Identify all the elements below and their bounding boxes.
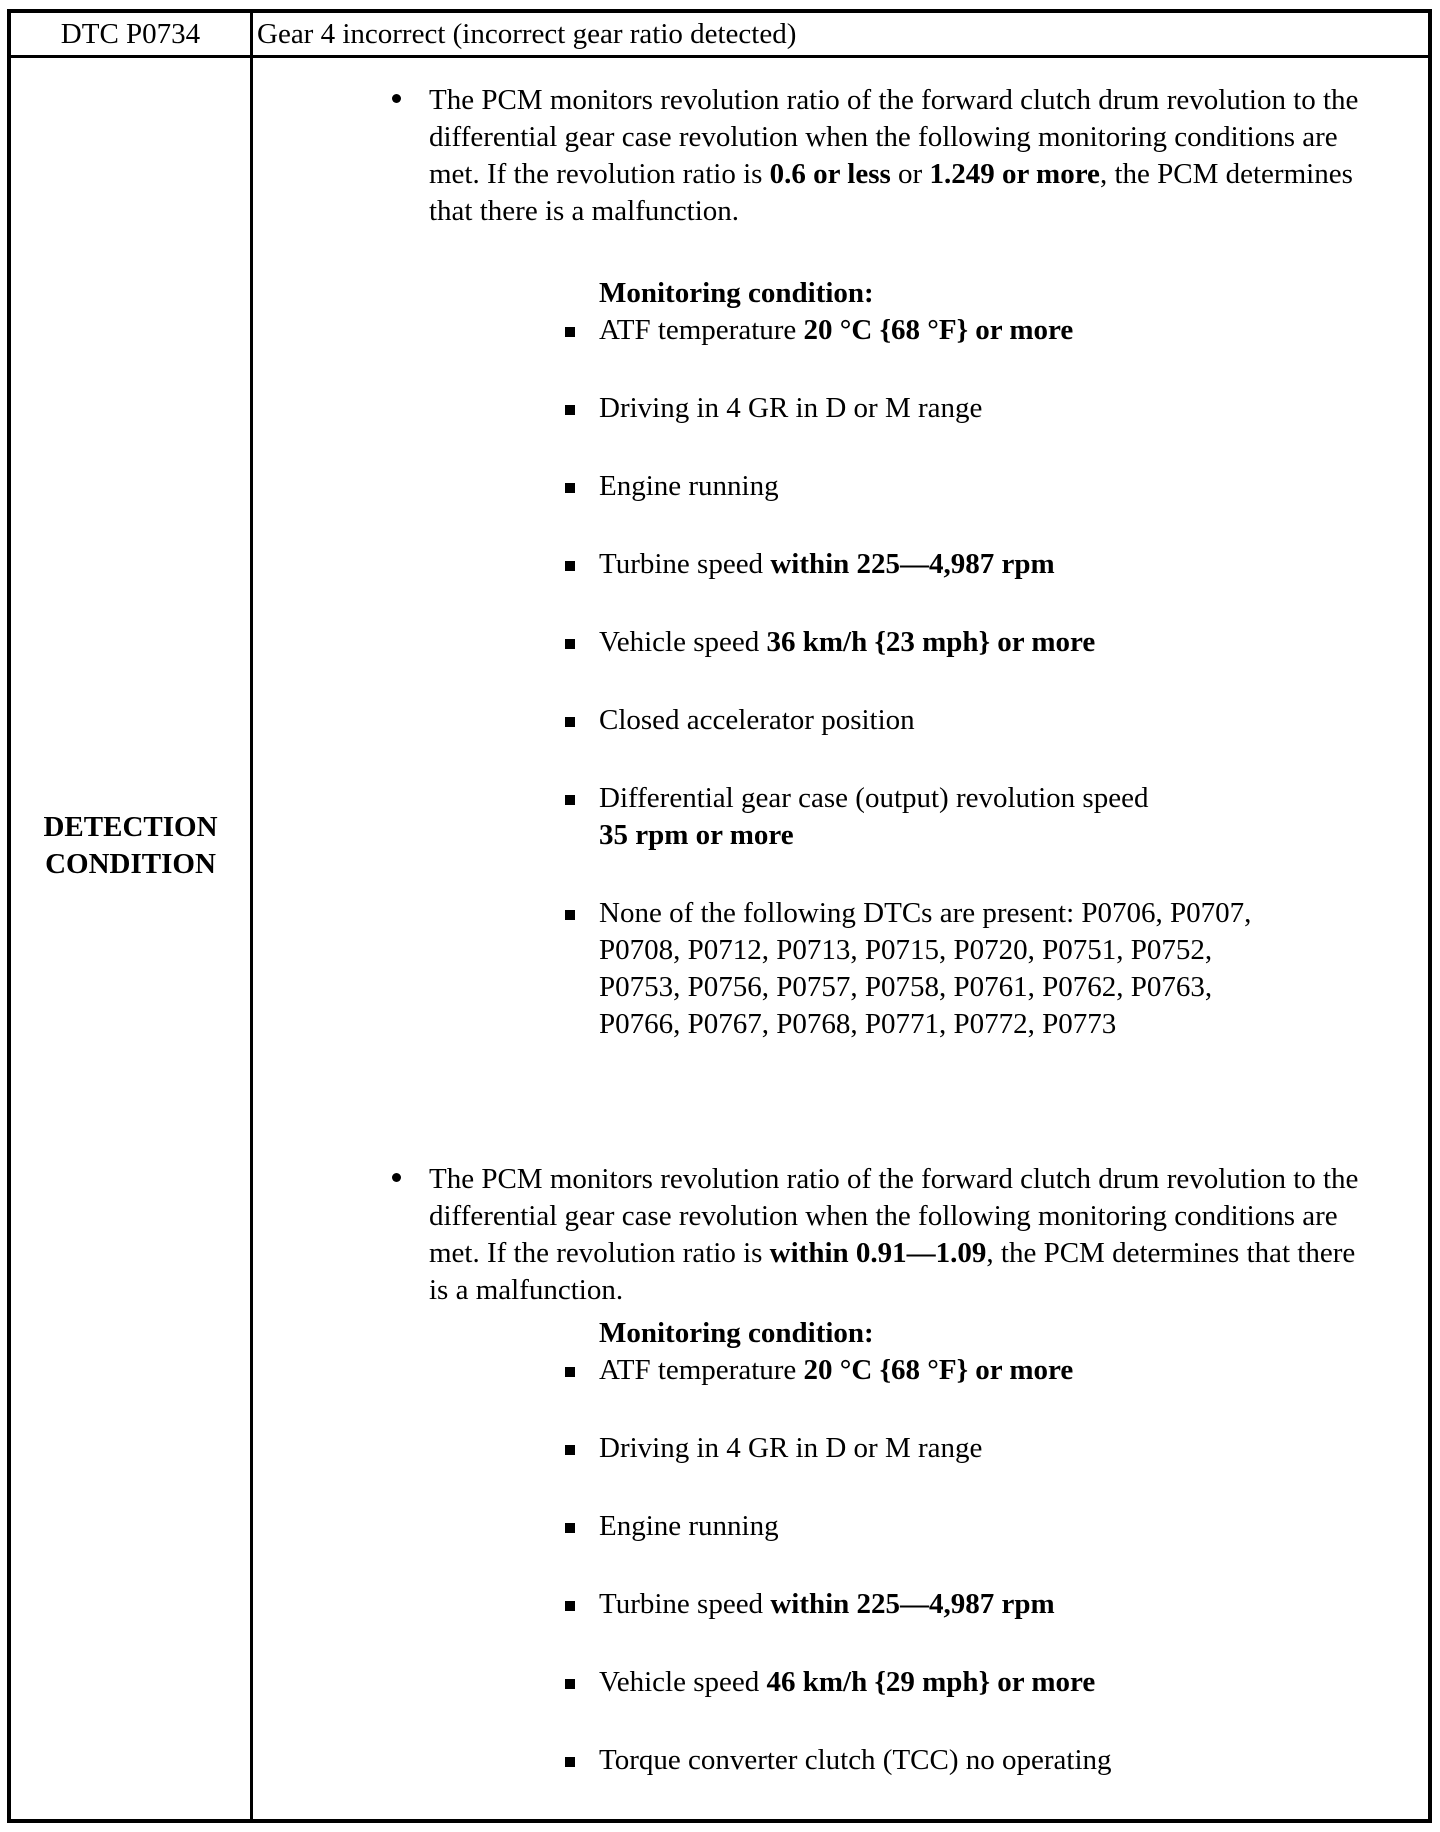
bullet-square-icon: [565, 639, 575, 649]
bullet-square-icon: [565, 483, 575, 493]
row-label-line1: DETECTION: [43, 811, 218, 843]
row-label-line2: CONDITION: [45, 848, 216, 880]
bullet-square-icon: [565, 1679, 575, 1689]
block1-condition: Turbine speed within 225—4,987 rpm: [599, 546, 1319, 583]
bullet-square-icon: [565, 717, 575, 727]
bullet-square-icon: [565, 795, 575, 805]
block2-condition: ATF temperature 20 °C {68 °F} or more: [599, 1352, 1319, 1389]
bullet-square-icon: [565, 910, 575, 920]
detection-content: [253, 58, 1428, 1819]
bullet-square-icon: [565, 1367, 575, 1377]
bullet-dot-icon: [392, 94, 401, 103]
block2-condition: Torque converter clutch (TCC) no operating: [599, 1742, 1319, 1779]
block2-condition: Engine running: [599, 1508, 1319, 1545]
block1-intro: The PCM monitors revolution ratio of the forward clutch drum revolution to the differential gear case revolution when the following monitoring conditions are met. If the revolution ratio is 0.6 or less or 1.249 or more, the PCM determines that there is a malfunction.: [429, 82, 1369, 230]
block2-intro: The PCM monitors revolution ratio of the forward clutch drum revolution to the differential gear case revolution when the following monitoring conditions are met. If the revolution ratio is within 0.91—1.09, the PCM determines that there is a malfunction.: [429, 1161, 1369, 1309]
bullet-square-icon: [565, 1445, 575, 1455]
ratio-high: 1.249 or more: [929, 158, 1100, 190]
block1-condition: Vehicle speed 36 km/h {23 mph} or more: [599, 624, 1319, 661]
bullet-square-icon: [565, 1601, 575, 1611]
block2-condition: Turbine speed within 225—4,987 rpm: [599, 1586, 1319, 1623]
bullet-square-icon: [565, 1757, 575, 1767]
block1-condition: None of the following DTCs are present: P0706, P0707, P0708, P0712, P0713, P0715, P0720, P0751, P0752, P0753, P0756, P0757, P0758, P0761, P0762, P0763, P0766, P0767, P0768, P0771, P0772, P0773: [599, 895, 1259, 1043]
block2-condition: Driving in 4 GR in D or M range: [599, 1430, 1319, 1467]
block1-condition: Differential gear case (output) revolution speed 35 rpm or more: [599, 780, 1319, 854]
ratio-low: 0.6 or less: [769, 158, 891, 190]
dtc-title: Gear 4 incorrect (incorrect gear ratio detected): [257, 18, 797, 50]
block1-condition: Engine running: [599, 468, 1319, 505]
ratio-range: within 0.91—1.09: [769, 1237, 987, 1269]
block2-condition: Vehicle speed 46 km/h {29 mph} or more: [599, 1664, 1319, 1701]
bullet-square-icon: [565, 561, 575, 571]
block1-condition: Closed accelerator position: [599, 702, 1319, 739]
block1-condition: ATF temperature 20 °C {68 °F} or more: [599, 312, 1319, 349]
dtc-code: DTC P0734: [60, 18, 201, 50]
row-label: [11, 809, 250, 883]
bullet-square-icon: [565, 327, 575, 337]
block1-condition: Driving in 4 GR in D or M range: [599, 390, 1319, 427]
block2-monitoring-heading: Monitoring condition:: [599, 1317, 874, 1349]
bullet-dot-icon: [392, 1173, 401, 1182]
bullet-square-icon: [565, 405, 575, 415]
bullet-square-icon: [565, 1523, 575, 1533]
dtc-table: [7, 9, 1432, 1823]
block1-monitoring-heading: Monitoring condition:: [599, 277, 874, 309]
